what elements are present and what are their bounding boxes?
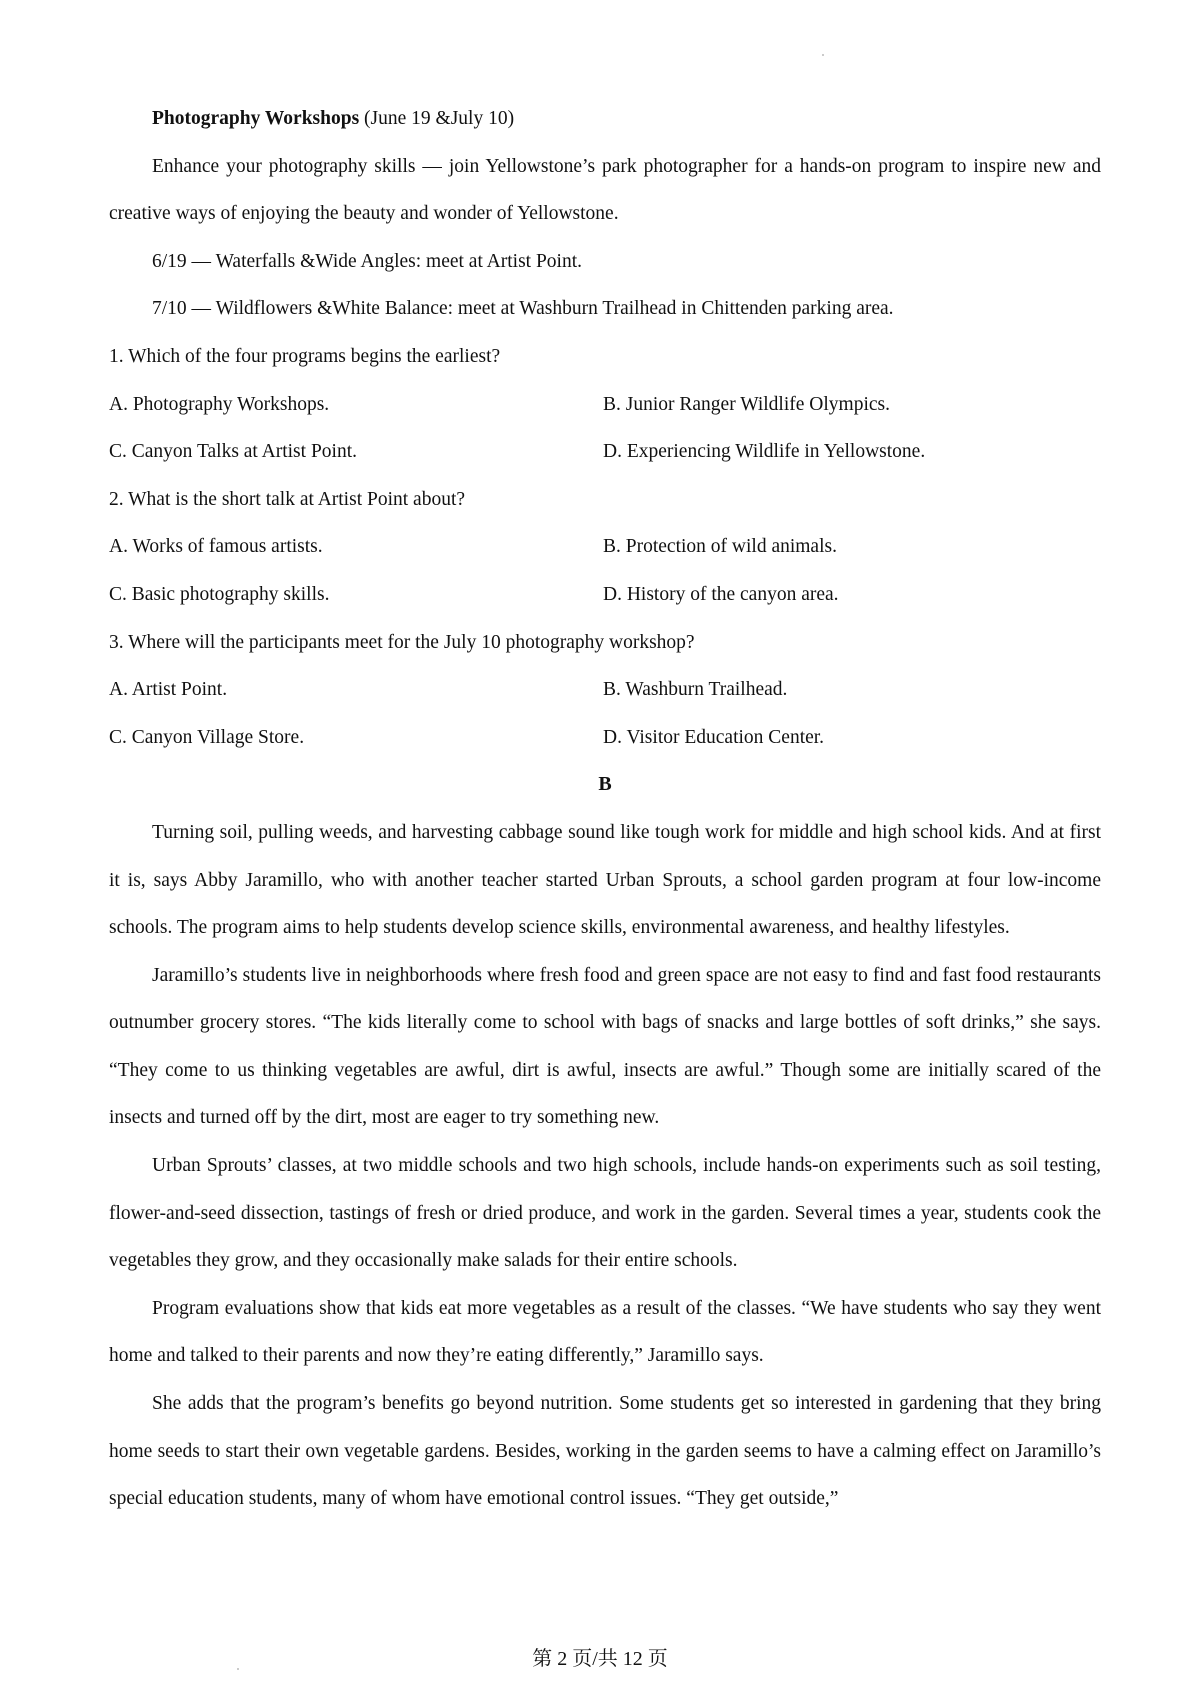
option-row	[109, 666, 1101, 714]
scan-speck	[822, 54, 824, 56]
passage-paragraph: Turning soil, pulling weeds, and harvesting cabbage sound like tough work for middle and high school kids. And at first it is, says Abby Jaramillo, who with another teacher started Urban Sprouts, a school garden program at four low-income schools. The program aims to help students develop science skills, environmental awareness, and healthy lifestyles.	[109, 821, 1101, 939]
option-d: D. Experiencing Wildlife in Yellowstone.	[603, 441, 926, 463]
section-heading: B	[598, 773, 612, 796]
question-stem: 2. What is the short talk at Artist Point about?	[109, 488, 466, 510]
option-c: C. Canyon Talks at Artist Point.	[109, 441, 357, 463]
option-a: A. Works of famous artists.	[109, 536, 323, 558]
option-row	[109, 571, 1101, 619]
option-d: D. Visitor Education Center.	[603, 726, 825, 748]
workshop-dates: (June 19 &July 10)	[359, 108, 515, 129]
option-b: B. Junior Ranger Wildlife Olympics.	[603, 393, 890, 415]
workshop-description: Enhance your photography skills — join Yellowstone’s park photographer for a hands-on program to inspire new and creative ways of enjoying the beauty and wonder of Yellowstone.	[109, 155, 1101, 225]
option-row	[109, 428, 1101, 476]
option-c: C. Basic photography skills.	[109, 583, 330, 605]
passage-paragraph: Jaramillo’s students live in neighborhoods where fresh food and green space are not easy to find and fast food restaurants outnumber grocery stores. “The kids literally come to school with bags of snacks and large bottles of soft drinks,” she says. “They come to us thinking vegetables are awful, dirt is awful, insects are awful.” Though some are initially scared of the insects and turned off by the dirt, most are eager to try something new.	[109, 964, 1101, 1129]
page-number: 第 2 页/共 12 页	[532, 1648, 668, 1670]
option-b: B. Washburn Trailhead.	[603, 679, 788, 701]
option-row	[109, 714, 1101, 762]
question-stem: 3. Where will the participants meet for the July 10 photography workshop?	[109, 631, 695, 653]
option-row	[109, 381, 1101, 429]
option-a: A. Artist Point.	[109, 679, 228, 701]
passage-paragraph: Urban Sprouts’ classes, at two middle schools and two high schools, include hands-on experiments such as soil testing, flower-and-seed dissection, tastings of fresh or dried produce, and work in the garden. Several times a year, students cook the vegetables they grow, and they occasionally make salads for their entire schools.	[109, 1155, 1101, 1272]
workshop-session: 6/19 — Waterfalls &Wide Angles: meet at Artist Point.	[152, 250, 583, 272]
option-a: A. Photography Workshops.	[109, 393, 330, 415]
workshop-heading	[109, 95, 1101, 143]
page-content	[109, 95, 1101, 1523]
passage-paragraph: She adds that the program’s benefits go beyond nutrition. Some students get so interested in gardening that they bring home seeds to start their own vegetable gardens. Besides, working in the garden seems to have a calming effect on Jaramillo’s special education students, many of whom have emotional control issues. “They get outside,”	[109, 1393, 1101, 1510]
workshop-session: 7/10 — Wildflowers &White Balance: meet at Washburn Trailhead in Chittenden parking area.	[152, 298, 894, 320]
option-row	[109, 523, 1101, 571]
option-d: D. History of the canyon area.	[603, 583, 839, 605]
option-b: B. Protection of wild animals.	[603, 536, 837, 558]
passage-paragraph: Program evaluations show that kids eat more vegetables as a result of the classes. “We have students who say they went home and talked to their parents and now they’re eating differently,” Jaramillo says.	[109, 1297, 1101, 1367]
option-c: C. Canyon Village Store.	[109, 726, 305, 748]
question-stem: 1. Which of the four programs begins the earliest?	[109, 345, 501, 367]
workshop-title: Photography Workshops	[152, 108, 360, 129]
